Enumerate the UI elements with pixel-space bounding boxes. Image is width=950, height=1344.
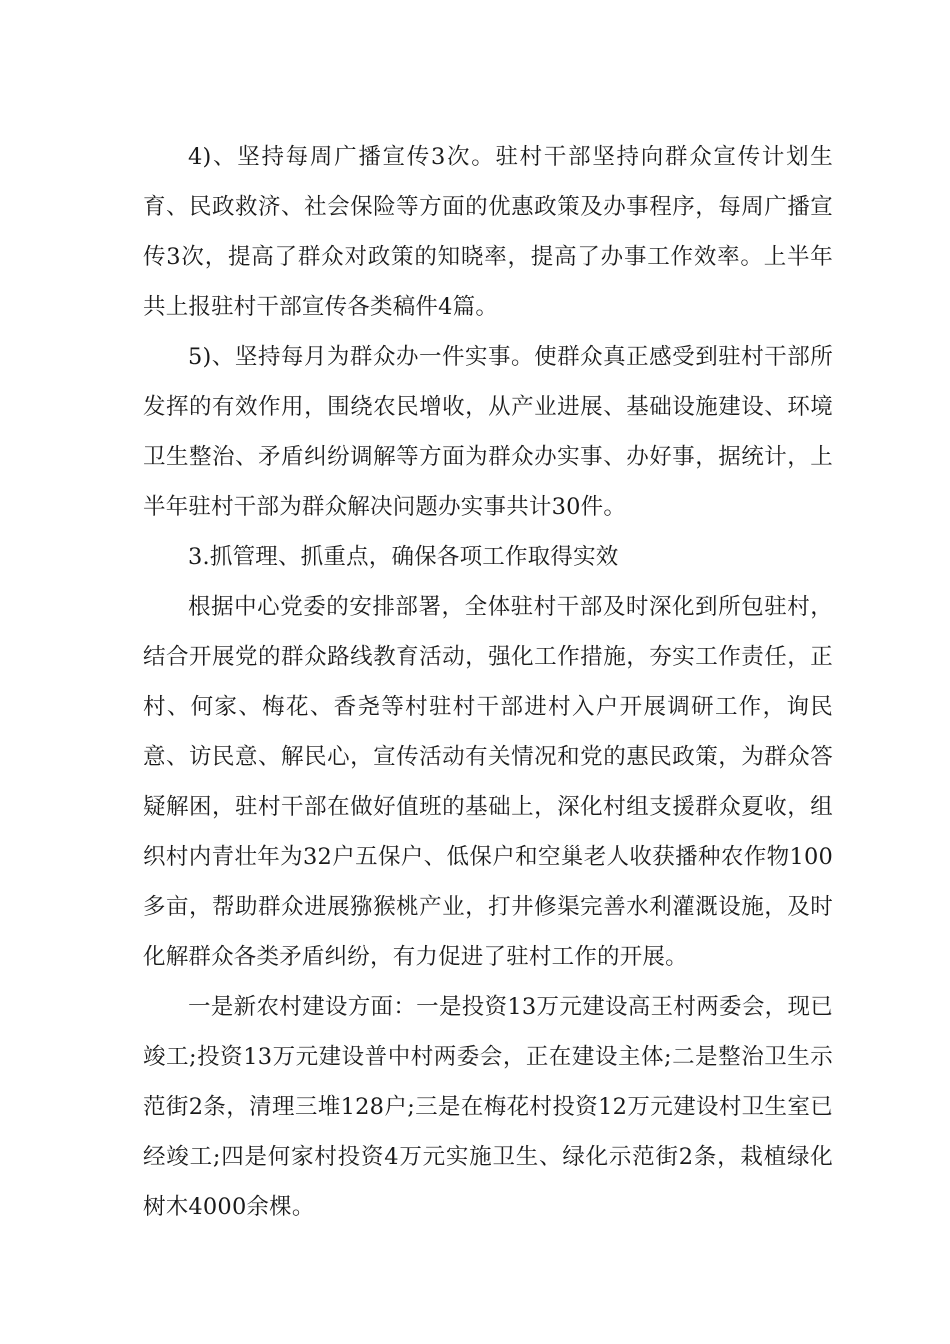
paragraph-new-village-construction: 一是新农村建设方面：一是投资13万元建设高王村两委会，现已竣工;投资13万元建设普中村两委会，正在建设主体;二是整治卫生示范街2条，清理三堆128户;三是在梅花村投资12万元建设村卫生室已经竣工;四是何家村投资4万元实施卫生、绿化示范街2条，栽植绿化树木4000余棵。 [143,994,833,1220]
paragraph-deployment: 根据中心党委的安排部署，全体驻村干部及时深化到所包驻村，结合开展党的群众路线教育活动，强化工作措施，夯实工作责任，正村、何家、梅花、香尧等村驻村干部进村入户开展调研工作，询民意、访民意、解民心，宣传活动有关情况和党的惠民政策，为群众答疑解困，驻村干部在做好值班的基础上，深化村组支援群众夏收，组织村内青壮年为32户五保户、低保户和空巢老人收获播种农作物100多亩，帮助群众进展猕猴桃产业，打井修渠完善水利灌溉设施，及时化解群众各类矛盾纠纷，有力促进了驻村工作的开展。 [143,594,833,970]
section-heading-management: 3.抓管理、抓重点，确保各项工作取得实效 [188,544,619,570]
paragraph-monthly-practical-matter: 5)、坚持每月为群众办一件实事。使群众真正感受到驻村干部所发挥的有效作用，围绕农民增收，从产业进展、基础设施建设、环境卫生整治、矛盾纠纷调解等方面为群众办实事、办好事，据统计，上半年驻村干部为群众解决问题办实事共计30件。 [143,344,833,520]
paragraph-broadcast-publicity: 4)、坚持每周广播宣传3次。驻村干部坚持向群众宣传计划生育、民政救济、社会保险等方面的优惠政策及办事程序，每周广播宣传3次，提高了群众对政策的知晓率，提高了办事工作效率。上半年共上报驻村干部宣传各类稿件4篇。 [143,144,833,320]
document-body [143,132,833,1232]
